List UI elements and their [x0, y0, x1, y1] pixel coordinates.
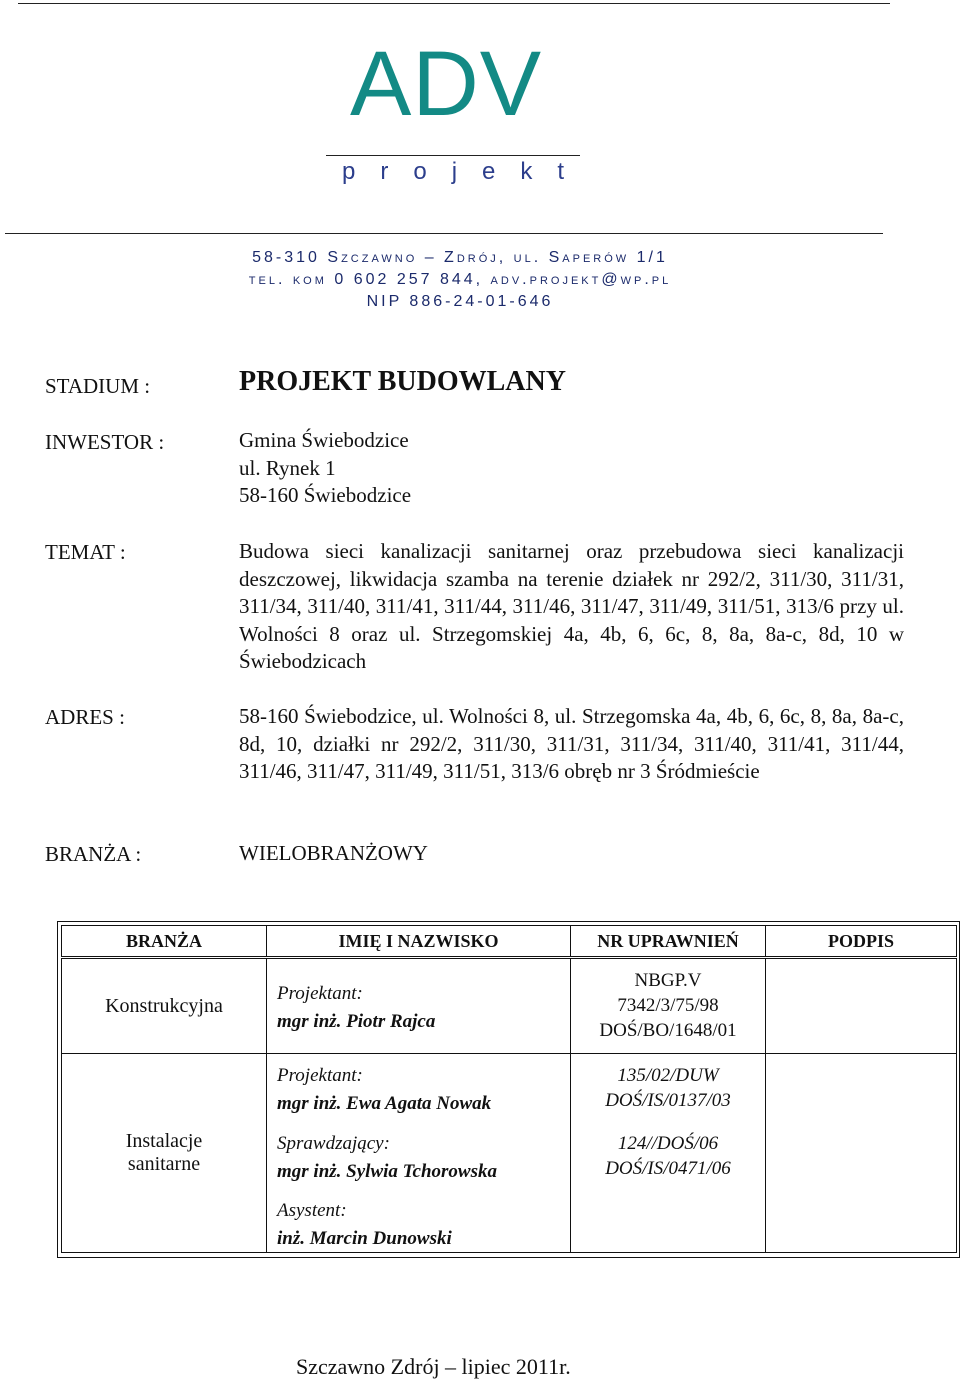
- license-text-tchorowska: [568, 1131, 768, 1181]
- branza-label: BRANŻA :: [45, 842, 142, 866]
- contact-phone-email: tel. kom 0 602 257 844, adv.projekt@wp.pl: [248, 271, 672, 288]
- adres-label: ADRES :: [45, 705, 125, 729]
- logo-divider: [326, 155, 580, 156]
- row-sanitarne-branza: [61, 1053, 267, 1253]
- license-line-2: DOŚ/IS/0137/03: [605, 1090, 731, 1111]
- license-line-1: 124//DOŚ/06: [617, 1133, 719, 1154]
- license-text-nowak: [568, 1063, 768, 1113]
- license-line-2: DOŚ/IS/0471/06: [605, 1158, 731, 1179]
- logo-title: ADV: [350, 33, 543, 135]
- contact-address: 58-310 Szczawno – Zdrój, ul. Saperów 1/1: [252, 249, 668, 266]
- header-name: IMIĘ I NAZWISKO: [266, 925, 571, 957]
- license-line-1: NBGP.V: [634, 970, 702, 991]
- stadium-value: PROJEKT BUDOWLANY: [239, 366, 566, 397]
- inwestor-line-3: 58-160 Świebodzice: [239, 483, 412, 507]
- person-name-tchorowska: mgr inż. Sylwia Tchorowska: [277, 1161, 497, 1182]
- header-signature: PODPIS: [765, 925, 957, 957]
- inwestor-value: [239, 427, 411, 510]
- role-label: Projektant:: [277, 983, 363, 1004]
- adres-value: 58-160 Świebodzice, ul. Wolności 8, ul. Strzegomska 4a, 4b, 6, 6c, 8, 8a, 8a-c, 8d, 10, działki nr 292/2, 311/30, 311/31, 311/34, 311/40, 311/41, 311/44, 311/46, 311/47, 311/49, 311/51, 313/6 obręb nr 3 Śródmieście: [239, 704, 904, 783]
- row-sanitarne-signature: [765, 1053, 957, 1253]
- inwestor-line-2: ul. Rynek 1: [239, 455, 336, 480]
- role-label-projektant: Projektant:: [277, 1065, 363, 1086]
- row-konstrukcyjna-person: [266, 958, 571, 1054]
- license-text: [568, 968, 768, 1043]
- footer-place-date: Szczawno Zdrój – lipiec 2011r.: [296, 1354, 571, 1379]
- license-line-1: 135/02/DUW: [617, 1065, 719, 1086]
- inwestor-line-1: Gmina Świebodzice: [239, 428, 409, 452]
- branza-line-2: sanitarne: [127, 1153, 201, 1175]
- row-konstrukcyjna-signature: [765, 958, 957, 1054]
- logo-subtitle: projekt: [342, 158, 590, 185]
- contact-nip: NIP 886-24-01-646: [366, 293, 554, 310]
- branza-value: WIELOBRANŻOWY: [239, 841, 428, 865]
- row-sanitarne-persons: [266, 1053, 571, 1253]
- stadium-label: STADIUM :: [45, 374, 151, 398]
- role-label-sprawdzajacy: Sprawdzający:: [277, 1133, 390, 1154]
- inwestor-label: INWESTOR :: [45, 430, 165, 454]
- person-name-nowak: mgr inż. Ewa Agata Nowak: [277, 1093, 492, 1114]
- row-konstrukcyjna-license: [570, 958, 766, 1054]
- role-label-asystent: Asystent:: [277, 1200, 347, 1221]
- header-rule: [5, 233, 883, 234]
- top-rule: [18, 3, 890, 4]
- license-line-2: 7342/3/75/98: [617, 995, 719, 1016]
- license-line-3: DOŚ/BO/1648/01: [599, 1020, 737, 1041]
- temat-label: TEMAT :: [45, 540, 126, 564]
- header-license: NR UPRAWNIEŃ: [570, 925, 766, 957]
- person-name-dunowski: inż. Marcin Dunowski: [277, 1228, 452, 1249]
- branza-line-1: Instalacje: [125, 1130, 203, 1152]
- person-name: mgr inż. Piotr Rajca: [277, 1011, 436, 1032]
- temat-value: Budowa sieci kanalizacji sanitarnej oraz przebudowa sieci kanalizacji deszczowej, likwidacja szamba na terenie działek nr 292/2, 311/30, 311/31, 311/34, 311/40, 311/41, 311/44, 311/46, 311/47, 311/49, 311/51, 313/6 przy ul. Wolności 8 oraz ul. Strzegomskiej 4a, 4b, 6, 6c, 8, 8a, 8a-c, 8d, 10 w Świebodzicach: [239, 539, 904, 673]
- row-sanitarne-license: [570, 1053, 766, 1253]
- header-branza: BRANŻA: [61, 925, 267, 957]
- row-konstrukcyjna-branza: Konstrukcyjna: [61, 958, 267, 1054]
